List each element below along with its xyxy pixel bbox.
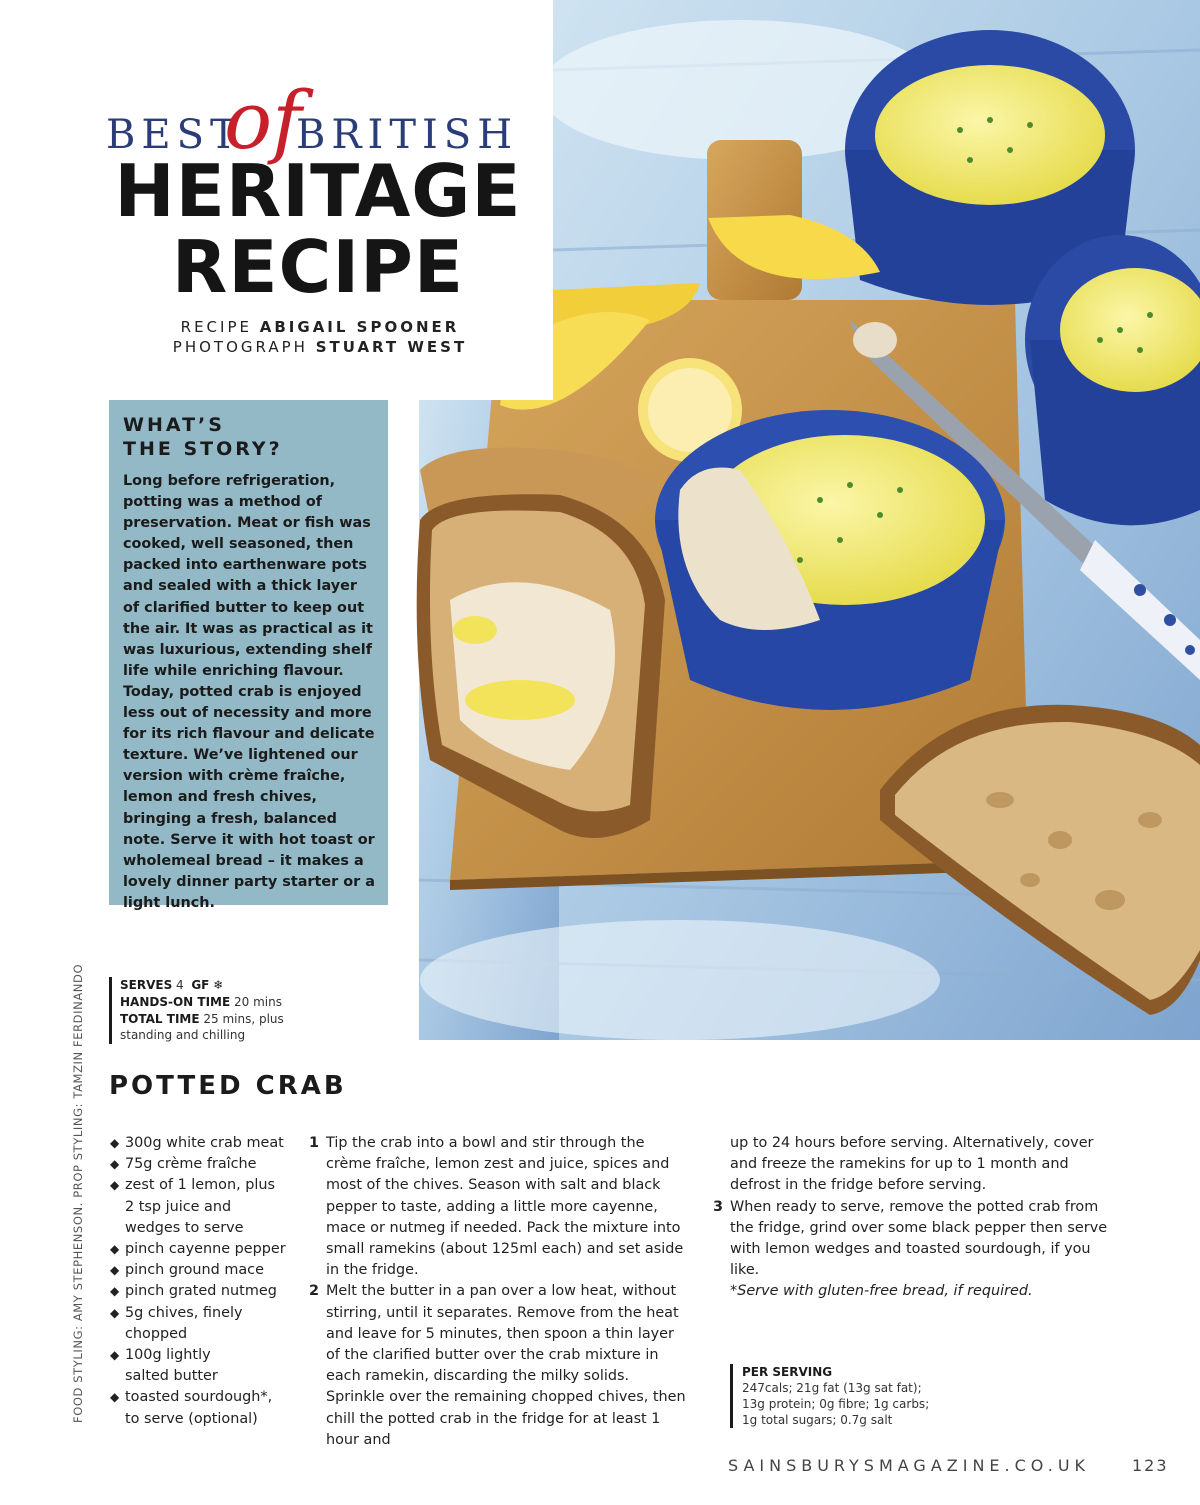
nutrition-line: 247cals; 21g fat (13g sat fat); — [742, 1381, 922, 1395]
nutrition-label: PER SERVING — [742, 1365, 833, 1379]
ingredient-item: ◆ pinch grated nutmeg — [110, 1281, 300, 1302]
serves-value: 4 — [176, 978, 184, 992]
gluten-free-badge: GF — [191, 978, 210, 992]
ingredient-item: ◆ 100g lightly salted butter — [110, 1345, 225, 1387]
serves-label: SERVES — [120, 978, 173, 992]
logo-best: BEST — [106, 112, 243, 158]
story-heading-line1: WHAT’S — [123, 414, 225, 436]
photo-credit — [100, 338, 540, 356]
website-url: SAINSBURYSMAGAZINE.CO.UK — [728, 1456, 1091, 1475]
step-text: Melt the butter in a pan over a low heat, without stirring, until it separates. Remove from the heat and leave for 5 minutes, then spoon a thin layer of the clarified butter over the crab mixture in each ramekin, discarding the milky solids. Sprinkle over the remaining chopped chives, then chill the potted crab in the fridge for at least 1 hour and — [326, 1283, 686, 1448]
ingredient-item: ◆ 300g white crab meat — [110, 1133, 300, 1154]
page-number: 123 — [1132, 1456, 1169, 1475]
method-step-2-continued — [713, 1133, 1113, 1197]
method-step-3 — [713, 1197, 1113, 1282]
story-heading — [123, 413, 378, 461]
gluten-free-note: *Serve with gluten-free bread, if required. — [730, 1283, 1033, 1300]
step-text: up to 24 hours before serving. Alternatively, cover and freeze the ramekins for up to 1 month and defrost in the fridge before serving. — [730, 1135, 1094, 1194]
story-body: Long before refrigeration, potting was a method of preservation. Meat or fish was cooked, well seasoned, then packed into earthenware pots and sealed with a thick layer of clarified butter to keep out the air. It was as practical as it was luxurious, extending shelf life while enriching flavour. Today, potted crab is enjoyed less out of necessity and more for its rich flavour and delicate texture. We’ve lightened our version with crème fraîche, lemon and fresh chives, bringing a fresh, balanced note. Serve it with hot toast or wholemeal bread – it makes a lovely dinner party starter or a light lunch. — [123, 473, 375, 911]
step-number: 2 — [309, 1283, 320, 1300]
nutrition-line: 13g protein; 0g fibre; 1g carbs; — [742, 1397, 930, 1411]
method-step-2 — [309, 1281, 689, 1451]
recipe-credit-author: ABIGAIL SPOONER — [259, 318, 460, 336]
hands-on-value: 20 mins — [234, 994, 282, 1009]
story-box — [109, 400, 388, 911]
nutrition-line: 1g total sugars; 0.7g salt — [742, 1413, 893, 1427]
page-title-line2: RECIPE — [171, 225, 465, 309]
photo-credit-author: STUART WEST — [315, 338, 468, 356]
method-column-1 — [309, 1133, 689, 1451]
masthead — [0, 0, 553, 400]
method-column-2 — [713, 1133, 1113, 1303]
logo-british: BRITISH — [296, 112, 519, 158]
total-time-label: TOTAL TIME — [120, 1011, 200, 1026]
method-step-1 — [309, 1133, 689, 1281]
logo-of: of — [224, 74, 302, 167]
total-time-line — [120, 1011, 295, 1045]
styling-credit: FOOD STYLING: AMY STEPHENSON. PROP STYLING: TAMZIN FERDINANDO — [71, 963, 85, 1423]
serves-line — [120, 977, 295, 994]
step-text: Tip the crab into a bowl and stir through the crème fraîche, lemon zest and juice, spices and most of the chives. Season with salt and black pepper to taste, adding a little more cayenne, mace or nutmeg if needed. Pack the mixture into small ramekins (about 125ml each) and set aside in the fridge. — [326, 1135, 684, 1279]
step-text: When ready to serve, remove the potted crab from the fridge, grind over some black pepper then serve with lemon wedges and toasted sourdough, if you like. — [730, 1198, 1108, 1279]
story-heading-line2: THE STORY? — [123, 438, 283, 460]
ingredient-item: ◆ pinch ground mace — [110, 1260, 300, 1281]
recipe-credit — [100, 318, 540, 336]
step-number: 1 — [309, 1135, 320, 1151]
ingredients-list — [110, 1133, 300, 1430]
page-title-line1: HERITAGE — [114, 149, 522, 233]
dish-title: POTTED CRAB — [109, 1071, 347, 1101]
hands-on-label: HANDS-ON TIME — [120, 994, 231, 1009]
nutrition-info — [730, 1364, 929, 1428]
step-number: 3 — [713, 1198, 724, 1215]
hands-on-line — [120, 994, 295, 1011]
photo-credit-label: PHOTOGRAPH — [172, 338, 308, 356]
recipe-info — [109, 977, 295, 1044]
ingredient-item: ◆ pinch cayenne pepper — [110, 1239, 300, 1260]
ingredient-item: ◆ zest of 1 lemon, plus 2 tsp juice and wedges to serve — [110, 1175, 275, 1239]
ingredient-item: ◆ toasted sourdough*, to serve (optional) — [110, 1387, 290, 1429]
ingredient-item: ◆ 75g crème fraîche — [110, 1154, 300, 1175]
snowflake-icon: ❄ — [213, 978, 224, 992]
total-time-value: 25 mins, plus standing and chilling — [120, 1011, 284, 1043]
ingredient-item: ◆ 5g chives, finely chopped — [110, 1303, 255, 1345]
recipe-credit-label: RECIPE — [180, 318, 252, 336]
